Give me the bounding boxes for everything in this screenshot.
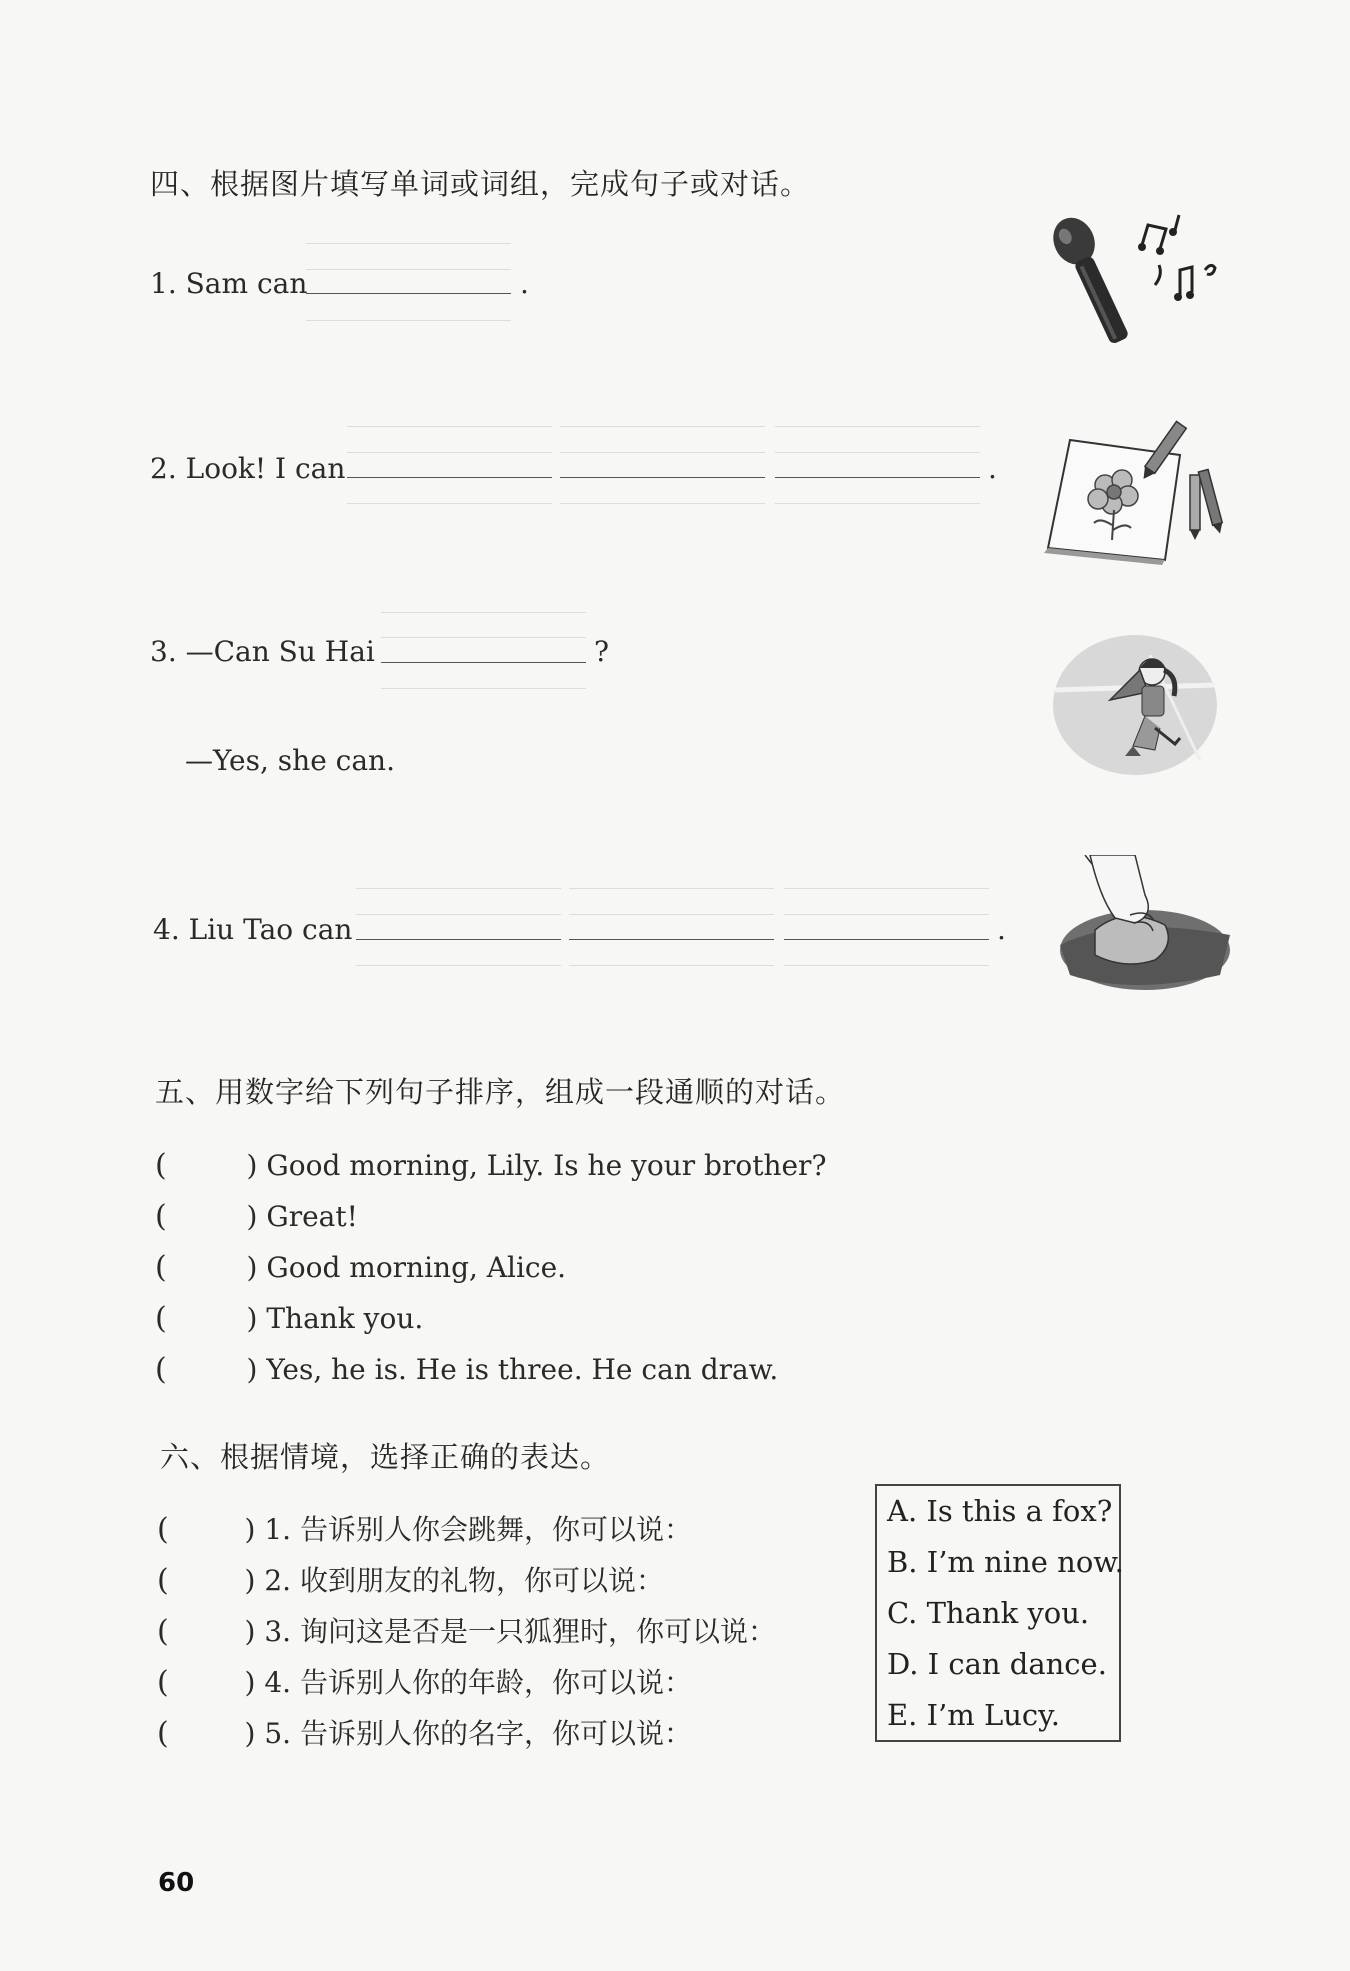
question-1-prefix: 1. Sam can [150, 267, 308, 300]
question-3-answer: —Yes, she can. [185, 744, 395, 777]
order-paren: ( [155, 1352, 167, 1387]
order-text: ) Yes, he is. He is three. He can draw. [246, 1353, 779, 1386]
options-box [875, 1484, 1124, 1742]
situation-paren: ( [157, 1716, 169, 1751]
order-paren: ( [155, 1199, 167, 1234]
section6-heading: 六、根据情境，选择正确的表达。 [160, 1440, 611, 1474]
option-c: C. Thank you. [887, 1596, 1090, 1630]
situation-paren: ( [157, 1614, 169, 1649]
drawing-flower-icon [1040, 420, 1230, 565]
question-4-end: . [997, 913, 1006, 946]
situation-row-1[interactable] [157, 1508, 692, 1548]
situation-text: ) 5. 告诉别人你的名字，你可以说： [244, 1717, 692, 1750]
option-a: A. Is this a fox? [887, 1494, 1113, 1528]
order-row-1[interactable] [155, 1148, 826, 1183]
page-number: 60 [158, 1868, 195, 1898]
situation-paren: ( [157, 1665, 169, 1700]
answer-blank-2a[interactable] [347, 477, 552, 478]
situation-text: ) 3. 询问这是否是一只狐狸时，你可以说： [244, 1615, 776, 1648]
order-text: ) Good morning, Alice. [246, 1251, 567, 1284]
answer-blank-4c[interactable] [784, 939, 989, 940]
option-b: B. I’m nine now. [887, 1545, 1124, 1579]
situation-paren: ( [157, 1563, 169, 1598]
order-paren: ( [155, 1148, 167, 1183]
section4-heading: 四、根据图片填写单词或词组，完成句子或对话。 [150, 167, 811, 201]
question-4-prefix: 4. Liu Tao can [153, 913, 353, 946]
section5-heading: 五、用数字给下列句子排序，组成一段通顺的对话。 [155, 1075, 846, 1109]
order-paren: ( [155, 1301, 167, 1336]
option-d: D. I can dance. [887, 1647, 1107, 1681]
order-row-3[interactable] [155, 1250, 566, 1285]
order-row-2[interactable] [155, 1199, 358, 1234]
situation-row-2[interactable] [157, 1559, 664, 1599]
answer-blank-3[interactable] [381, 662, 586, 663]
situation-text: ) 1. 告诉别人你会跳舞，你可以说： [244, 1513, 692, 1546]
question-3-prefix: 3. —Can Su Hai [150, 635, 375, 668]
answer-blank-4b[interactable] [569, 939, 774, 940]
answer-blank-2b[interactable] [560, 477, 765, 478]
situation-text: ) 2. 收到朋友的礼物，你可以说： [244, 1564, 664, 1597]
option-e: E. I’m Lucy. [887, 1698, 1060, 1732]
girl-dancing-icon [1050, 630, 1220, 780]
order-text: ) Good morning, Lily. Is he your brother? [246, 1149, 827, 1182]
situation-row-5[interactable] [157, 1712, 692, 1752]
situation-paren: ( [157, 1512, 169, 1547]
answer-blank-1[interactable] [306, 293, 511, 294]
answer-blank-2c[interactable] [775, 477, 980, 478]
situation-row-3[interactable] [157, 1610, 776, 1650]
order-row-5[interactable] [155, 1352, 778, 1387]
order-text: ) Great! [246, 1200, 358, 1233]
order-row-4[interactable] [155, 1301, 423, 1336]
situation-row-4[interactable] [157, 1661, 692, 1701]
question-1-end: . [520, 267, 529, 300]
question-2-prefix: 2. Look! I can [150, 452, 346, 485]
question-2-end: . [988, 452, 997, 485]
order-paren: ( [155, 1250, 167, 1285]
microphone-music-icon [1030, 200, 1230, 360]
situation-text: ) 4. 告诉别人你的年龄，你可以说： [244, 1666, 692, 1699]
order-text: ) Thank you. [246, 1302, 424, 1335]
question-3-end: ? [594, 635, 610, 668]
answer-blank-4a[interactable] [356, 939, 561, 940]
hand-cleaning-icon [1055, 855, 1235, 995]
